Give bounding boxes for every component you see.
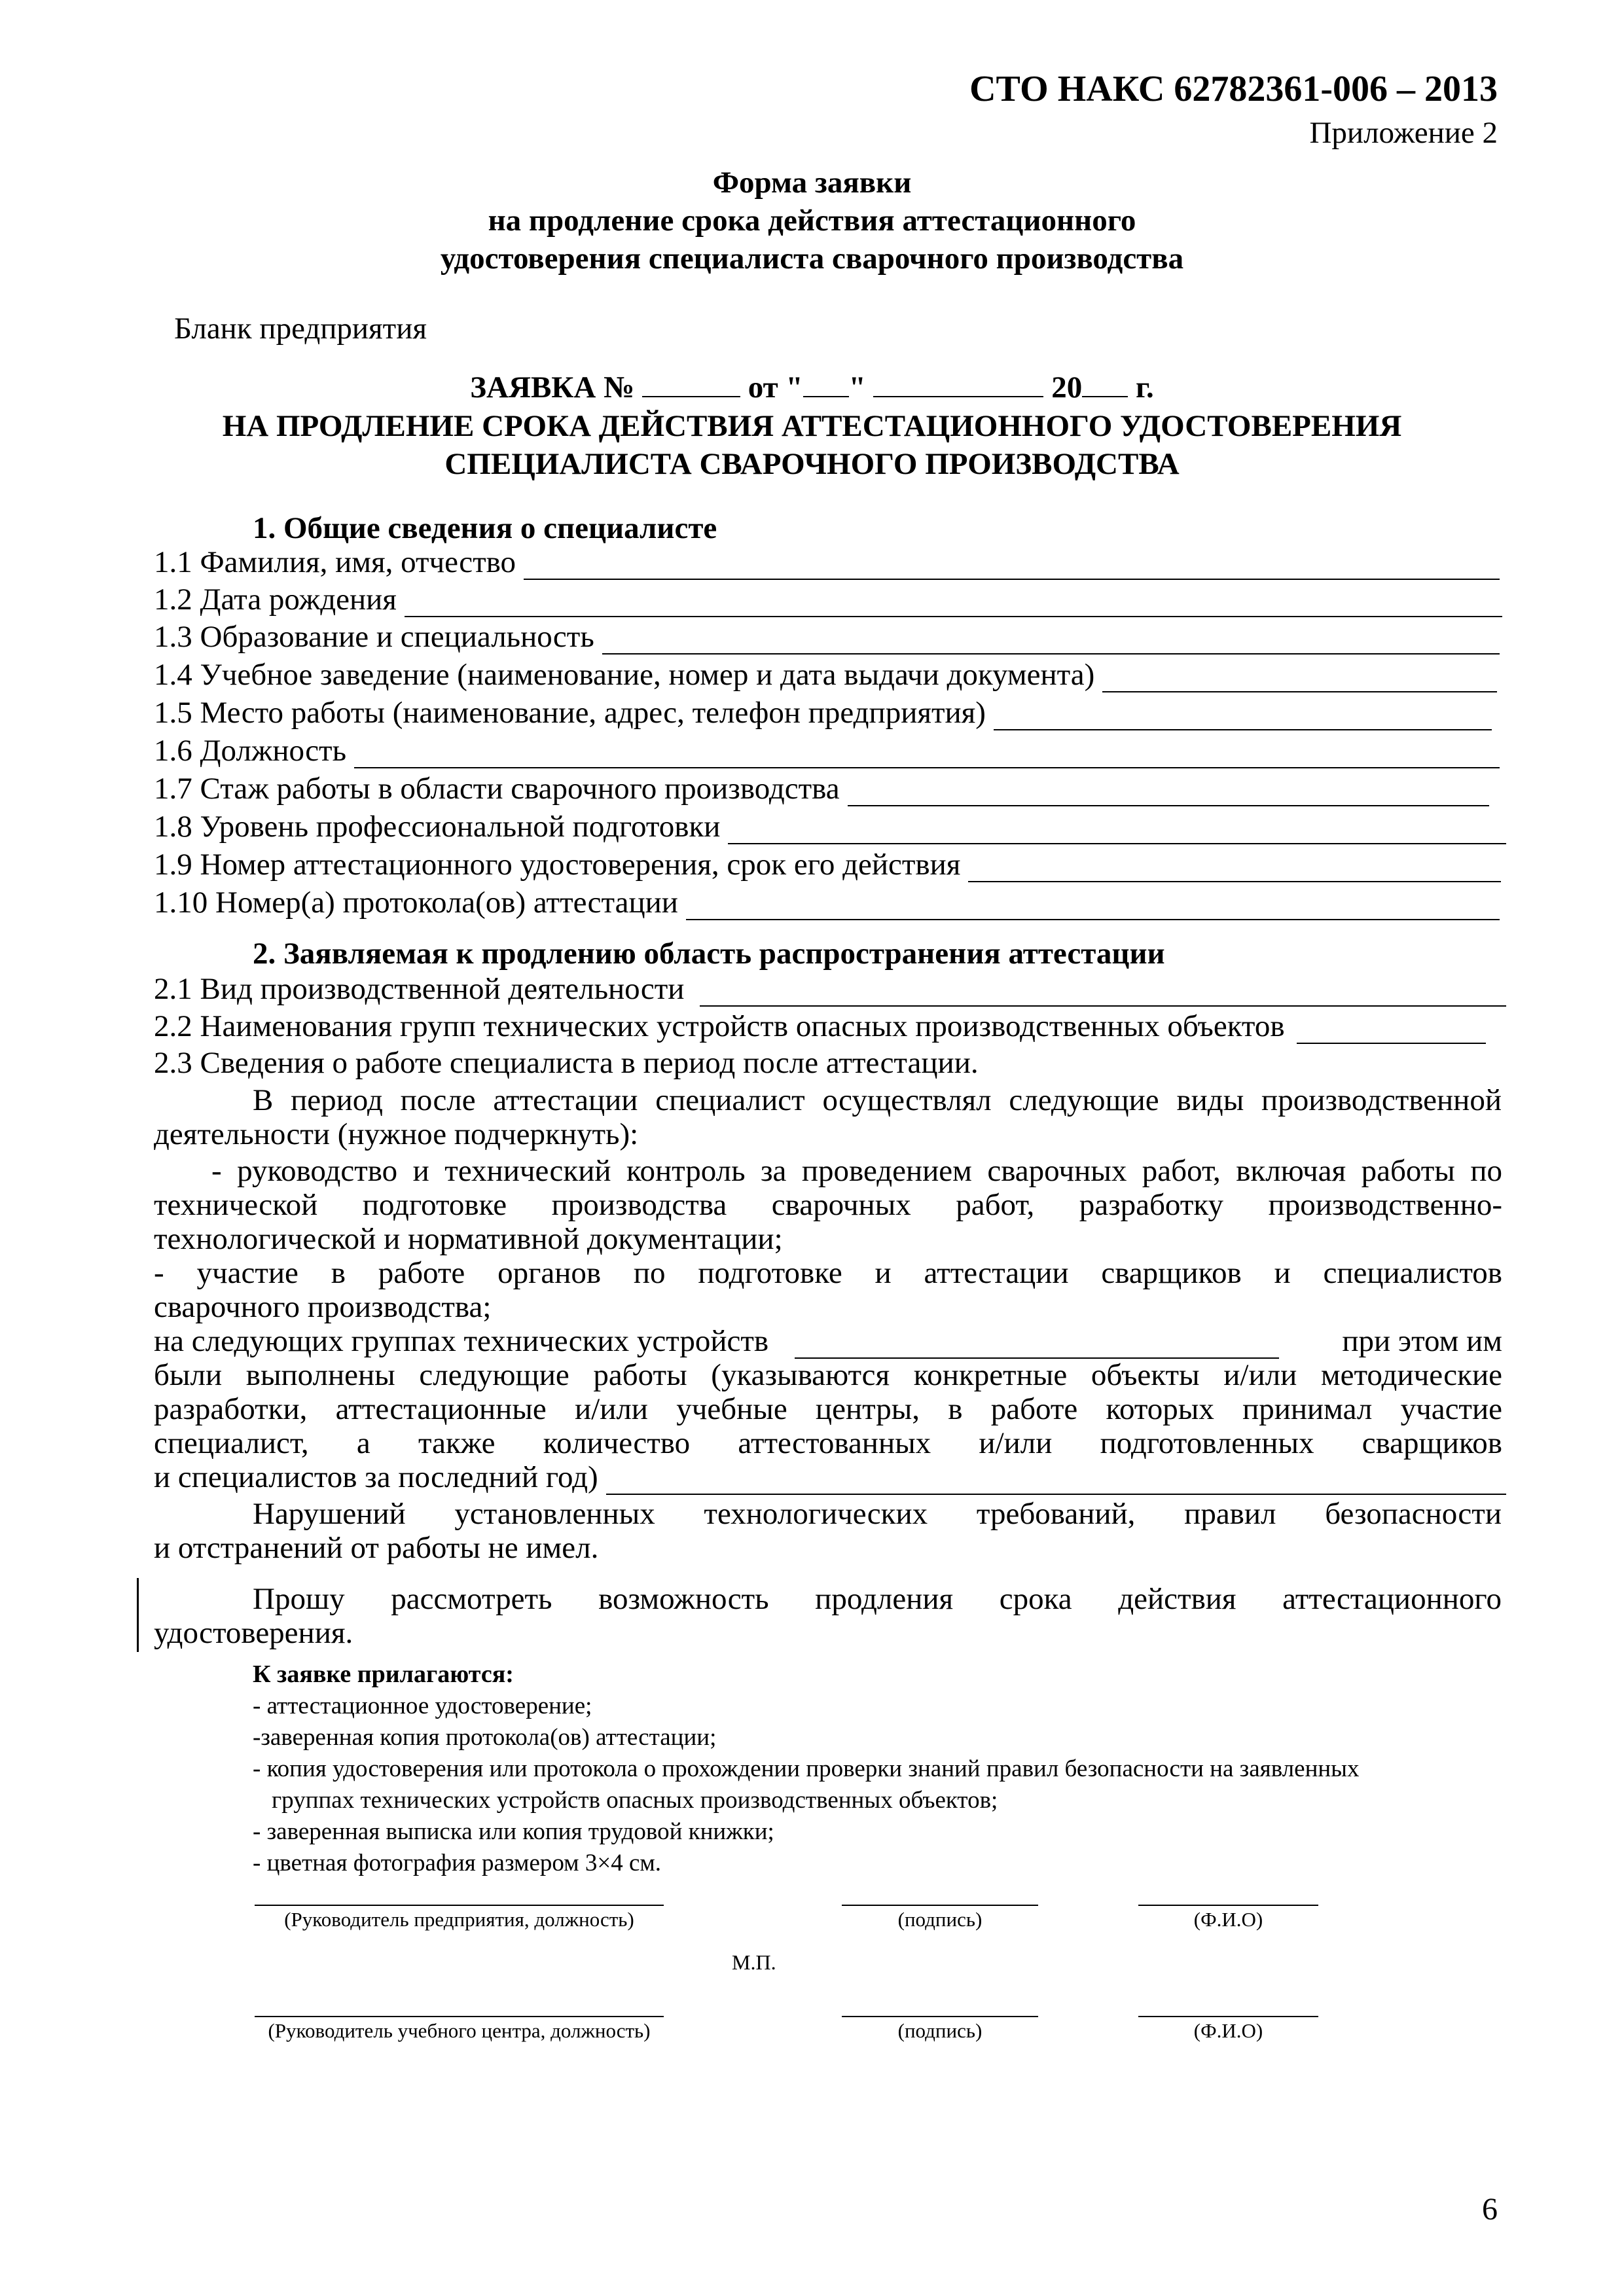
groups-line4: специалист, а также количество аттестованных и/или подготовленных сварщиков xyxy=(154,1426,1502,1460)
field-1-10 xyxy=(154,885,1500,920)
page-number: 6 xyxy=(1482,2192,1498,2227)
field-1-9-input[interactable] xyxy=(968,855,1501,882)
dash1-line1: - руководство и технический контроль за проведением сварочных работ, включая работы по xyxy=(211,1154,1502,1188)
document-code: СТО НАКС 62782361-006 – 2013 xyxy=(969,69,1498,109)
center-signature-line[interactable] xyxy=(842,2016,1038,2017)
groups-line5-input[interactable] xyxy=(606,1467,1506,1495)
application-year-suffix: г. xyxy=(1135,370,1154,404)
form-title-line-3: удостоверения специалиста сварочного производства xyxy=(440,242,1184,276)
form-title-line-2: на продление срока действия аттестационного xyxy=(488,204,1136,238)
field-label: 1.5 Место работы (наименование, адрес, телефон предприятия) xyxy=(154,696,986,730)
center-fio-caption: (Ф.И.О) xyxy=(1193,2019,1263,2042)
field-1-6 xyxy=(154,733,1500,768)
field-1-6-input[interactable] xyxy=(354,741,1500,768)
request-line1: Прошу рассмотреть возможность продления срока действия аттестационного xyxy=(253,1582,1502,1616)
dash2-line2: сварочного производства; xyxy=(154,1290,492,1324)
field-1-5 xyxy=(154,695,1492,730)
groups-line5 xyxy=(154,1460,1506,1495)
application-number-prefix: ЗАЯВКА № xyxy=(470,370,635,404)
attachment-item: - копия удостоверения или протокола о прохождении проверки знаний правил безопасности на заявленных xyxy=(253,1755,1360,1782)
head-fio-line[interactable] xyxy=(1138,1905,1318,1906)
violations-line2: и отстранений от работы не имел. xyxy=(154,1531,599,1565)
field-label: 2.2 Наименования групп технических устройств опасных производственных объектов xyxy=(154,1009,1285,1043)
application-month-field[interactable] xyxy=(873,371,1043,397)
stamp-place-label: М.П. xyxy=(732,1950,776,1974)
attachment-item: - цветная фотография размером 3×4 см. xyxy=(253,1850,662,1876)
field-1-5-input[interactable] xyxy=(994,703,1492,730)
dash1-line3: технологической и нормативной документации; xyxy=(154,1222,783,1256)
center-fio-line[interactable] xyxy=(1138,2016,1318,2017)
section-1-heading: 1. Общие сведения о специалисте xyxy=(253,511,717,545)
groups-label: на следующих группах технических устройств xyxy=(154,1324,769,1358)
field-label: 1.3 Образование и специальность xyxy=(154,620,594,654)
field-label: 1.2 Дата рождения xyxy=(154,583,397,617)
dash2-line1: - участие в работе органов по подготовке и аттестации сварщиков и специалистов xyxy=(154,1256,1502,1290)
request-line2: удостоверения. xyxy=(154,1616,353,1650)
field-1-4 xyxy=(154,657,1497,692)
head-fio-caption: (Ф.И.О) xyxy=(1193,1908,1263,1931)
field-1-7 xyxy=(154,771,1489,806)
head-signature-line[interactable] xyxy=(842,1905,1038,1906)
attachment-item: - заверенная выписка или копия трудовой книжки; xyxy=(253,1818,774,1845)
application-title-line-2: СПЕЦИАЛИСТА СВАРОЧНОГО ПРОИЗВОДСТВА xyxy=(444,447,1180,481)
groups-line2: были выполнены следующие работы (указываются конкретные объекты и/или методические xyxy=(154,1358,1502,1392)
field-label: 1.1 Фамилия, имя, отчество xyxy=(154,545,516,579)
attachments-heading: К заявке прилагаются: xyxy=(253,1660,514,1688)
groups-line1 xyxy=(154,1323,1502,1359)
field-2-1-input[interactable] xyxy=(700,979,1506,1007)
margin-change-bar xyxy=(137,1578,139,1652)
center-role-caption: (Руководитель учебного центра, должность) xyxy=(268,2019,651,2042)
field-1-3-input[interactable] xyxy=(602,627,1500,655)
application-year-field[interactable] xyxy=(1082,371,1128,397)
application-quote: " xyxy=(848,370,866,404)
field-1-7-input[interactable] xyxy=(848,779,1489,806)
field-1-10-input[interactable] xyxy=(686,893,1500,920)
head-role-signature-line[interactable] xyxy=(255,1905,664,1906)
appendix-label: Приложение 2 xyxy=(1309,116,1498,150)
para1-line1: В период после аттестации специалист осуществлял следующие виды производственной xyxy=(253,1083,1502,1117)
field-1-1-input[interactable] xyxy=(524,552,1500,580)
application-title-line-1: НА ПРОДЛЕНИЕ СРОКА ДЕЙСТВИЯ АТТЕСТАЦИОННОГО УДОСТОВЕРЕНИЯ xyxy=(222,409,1402,443)
field-1-2 xyxy=(154,582,1502,617)
application-number-line xyxy=(0,368,1624,407)
field-2-1 xyxy=(154,971,1506,1007)
field-2-2 xyxy=(154,1009,1486,1044)
field-label: 1.8 Уровень профессиональной подготовки xyxy=(154,810,721,844)
field-label: 1.9 Номер аттестационного удостоверения, срок его действия xyxy=(154,848,961,882)
field-1-4-input[interactable] xyxy=(1102,665,1497,692)
application-from-label: от " xyxy=(748,370,803,404)
dash1-line2: технической подготовке производства сварочных работ, разработку производственно- xyxy=(154,1188,1502,1222)
attachment-item: -заверенная копия протокола(ов) аттестации; xyxy=(253,1724,717,1751)
center-signature-caption: (подпись) xyxy=(897,2019,983,2042)
application-number-field[interactable] xyxy=(642,371,740,397)
application-day-field[interactable] xyxy=(803,371,849,397)
center-role-signature-line[interactable] xyxy=(255,2016,664,2017)
field-1-1 xyxy=(154,545,1500,580)
field-label: 2.1 Вид производственной деятельности xyxy=(154,972,685,1006)
company-blank-label: Бланк предприятия xyxy=(174,312,427,346)
section-2-heading: 2. Заявляемая к продлению область распространения аттестации xyxy=(253,937,1165,971)
head-role-caption: (Руководитель предприятия, должность) xyxy=(284,1908,634,1931)
groups-line3: разработки, аттестационные и/или учебные центры, в работе которых принимал участие xyxy=(154,1392,1502,1426)
application-year-prefix: 20 xyxy=(1051,370,1083,404)
field-1-8 xyxy=(154,809,1506,844)
groups-line5-label: и специалистов за последний год) xyxy=(154,1460,598,1494)
head-signature-caption: (подпись) xyxy=(897,1908,983,1931)
field-1-3 xyxy=(154,619,1500,655)
para1-line2: деятельности (нужное подчеркнуть): xyxy=(154,1117,639,1151)
field-label: 1.10 Номер(а) протокола(ов) аттестации xyxy=(154,886,678,920)
attachment-item: группах технических устройств опасных производственных объектов; xyxy=(272,1787,998,1814)
field-1-8-input[interactable] xyxy=(728,817,1506,844)
field-label: 1.4 Учебное заведение (наименование, номер и дата выдачи документа) xyxy=(154,658,1095,692)
field-1-2-input[interactable] xyxy=(405,590,1502,617)
groups-input[interactable] xyxy=(795,1333,1279,1359)
field-2-2-input[interactable] xyxy=(1297,1016,1486,1044)
field-label: 1.6 Должность xyxy=(154,734,347,768)
form-title-line-1: Форма заявки xyxy=(712,166,912,200)
attachment-item: - аттестационное удостоверение; xyxy=(253,1693,592,1719)
field-2-3-label: 2.3 Сведения о работе специалиста в период после аттестации. xyxy=(154,1046,979,1080)
violations-line1: Нарушений установленных технологических требований, правил безопасности xyxy=(253,1497,1502,1531)
field-1-9 xyxy=(154,847,1501,882)
field-label: 1.7 Стаж работы в области сварочного производства xyxy=(154,772,840,806)
groups-label-end: при этом им xyxy=(1342,1324,1502,1358)
